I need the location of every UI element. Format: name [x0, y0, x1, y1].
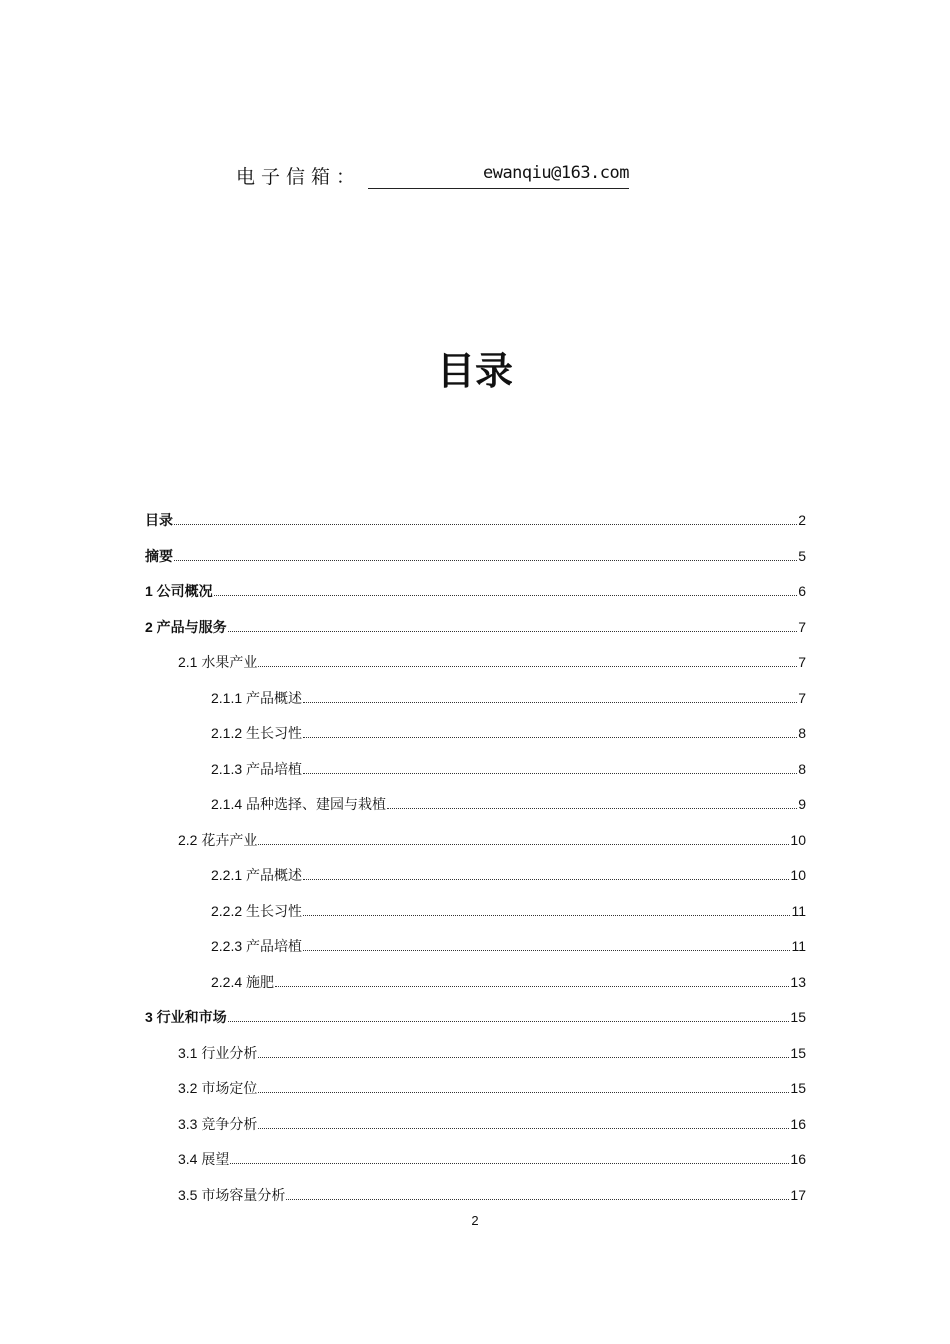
toc-leader-dots [230, 1162, 789, 1164]
toc-entry[interactable] [178, 1185, 806, 1205]
toc-entry-label: 3 行业和市场 [145, 1009, 227, 1025]
toc-entry-page: 10 [790, 832, 806, 848]
toc-entry[interactable] [145, 617, 806, 637]
toc-entry-page: 10 [790, 867, 806, 883]
toc-leader-dots [174, 523, 797, 525]
email-label: 电子信箱： [236, 166, 362, 188]
toc-entry-page: 8 [798, 761, 806, 777]
toc-entry-label: 2.2.3 产品培植 [211, 938, 303, 954]
toc-leader-dots [214, 594, 798, 596]
toc-entry[interactable] [145, 510, 806, 530]
toc-leader-dots [303, 772, 797, 774]
toc-entry-label: 2.2.4 施肥 [211, 974, 275, 990]
toc-entry-page: 16 [790, 1151, 806, 1167]
toc-entry-label: 3.4 展望 [178, 1151, 230, 1167]
toc-entry-page: 5 [798, 548, 806, 564]
toc-entry-label: 2.2 花卉产业 [178, 832, 258, 848]
toc-entry-label: 3.5 市场容量分析 [178, 1187, 286, 1203]
toc-entry[interactable] [145, 546, 806, 566]
toc-entry-label: 摘要 [145, 548, 173, 564]
toc-entry[interactable] [178, 1149, 806, 1169]
toc-entry[interactable] [178, 1114, 806, 1134]
toc-entry[interactable] [178, 652, 806, 672]
toc-entry-label: 2.1.1 产品概述 [211, 690, 303, 706]
toc-entry-label: 目录 [145, 512, 173, 528]
toc-entry[interactable] [145, 581, 806, 601]
toc-leader-dots [258, 1056, 789, 1058]
toc-entry-label: 2.1.2 生长习性 [211, 725, 303, 741]
toc-leader-dots [275, 985, 789, 987]
toc-entry-page: 7 [798, 654, 806, 670]
toc-entry[interactable] [211, 723, 806, 743]
toc-leader-dots [174, 559, 797, 561]
toc-entry-page: 11 [791, 903, 806, 919]
toc-entry-page: 9 [798, 796, 806, 812]
toc-entry[interactable] [211, 688, 806, 708]
toc-entry[interactable] [211, 972, 806, 992]
toc-entry-label: 2.1.3 产品培植 [211, 761, 303, 777]
toc-entry-label: 3.1 行业分析 [178, 1045, 258, 1061]
toc-leader-dots [258, 843, 789, 845]
toc-entry-page: 15 [790, 1009, 806, 1025]
toc-entry-label: 1 公司概况 [145, 583, 213, 599]
toc-leader-dots [303, 878, 789, 880]
toc-entry-page: 15 [790, 1045, 806, 1061]
page-title: 目录 [436, 349, 513, 393]
toc-entry-label: 2 产品与服务 [145, 619, 227, 635]
toc-entry[interactable] [178, 830, 806, 850]
toc-leader-dots [258, 1127, 789, 1129]
toc-entry-page: 7 [798, 619, 806, 635]
toc-leader-dots [303, 736, 797, 738]
toc-entry-label: 3.2 市场定位 [178, 1080, 258, 1096]
toc-entry-label: 3.3 竞争分析 [178, 1116, 258, 1132]
toc-entry[interactable] [145, 1007, 806, 1027]
toc-entry-label: 2.2.2 生长习性 [211, 903, 303, 919]
toc-leader-dots [228, 630, 798, 632]
toc-entry[interactable] [211, 794, 806, 814]
email-value[interactable]: ewanqiu@163.com [368, 163, 629, 189]
toc-entry-page: 6 [798, 583, 806, 599]
toc-leader-dots [303, 701, 797, 703]
toc-entry-label: 2.2.1 产品概述 [211, 867, 303, 883]
toc-entry-page: 13 [790, 974, 806, 990]
toc-entry-page: 8 [798, 725, 806, 741]
page-number: 2 [471, 1213, 479, 1228]
toc-entry-page: 17 [790, 1187, 806, 1203]
toc-entry[interactable] [211, 936, 806, 956]
toc-entry-page: 16 [790, 1116, 806, 1132]
toc-entry[interactable] [178, 1043, 806, 1063]
toc-leader-dots [387, 807, 797, 809]
toc-entry-label: 2.1 水果产业 [178, 654, 258, 670]
toc-leader-dots [286, 1198, 789, 1200]
toc-entry-page: 7 [798, 690, 806, 706]
toc-entry[interactable] [178, 1078, 806, 1098]
toc-entry[interactable] [211, 759, 806, 779]
toc-entry-page: 15 [790, 1080, 806, 1096]
toc-entry-page: 2 [798, 512, 806, 528]
toc-leader-dots [258, 665, 797, 667]
toc-leader-dots [228, 1020, 790, 1022]
toc-entry-page: 11 [791, 938, 806, 954]
toc-leader-dots [303, 949, 790, 951]
toc-leader-dots [258, 1091, 789, 1093]
toc-entry[interactable] [211, 865, 806, 885]
toc-entry-label: 2.1.4 品种选择、建园与栽植 [211, 796, 387, 812]
toc-entry[interactable] [211, 901, 806, 921]
toc-leader-dots [303, 914, 790, 916]
